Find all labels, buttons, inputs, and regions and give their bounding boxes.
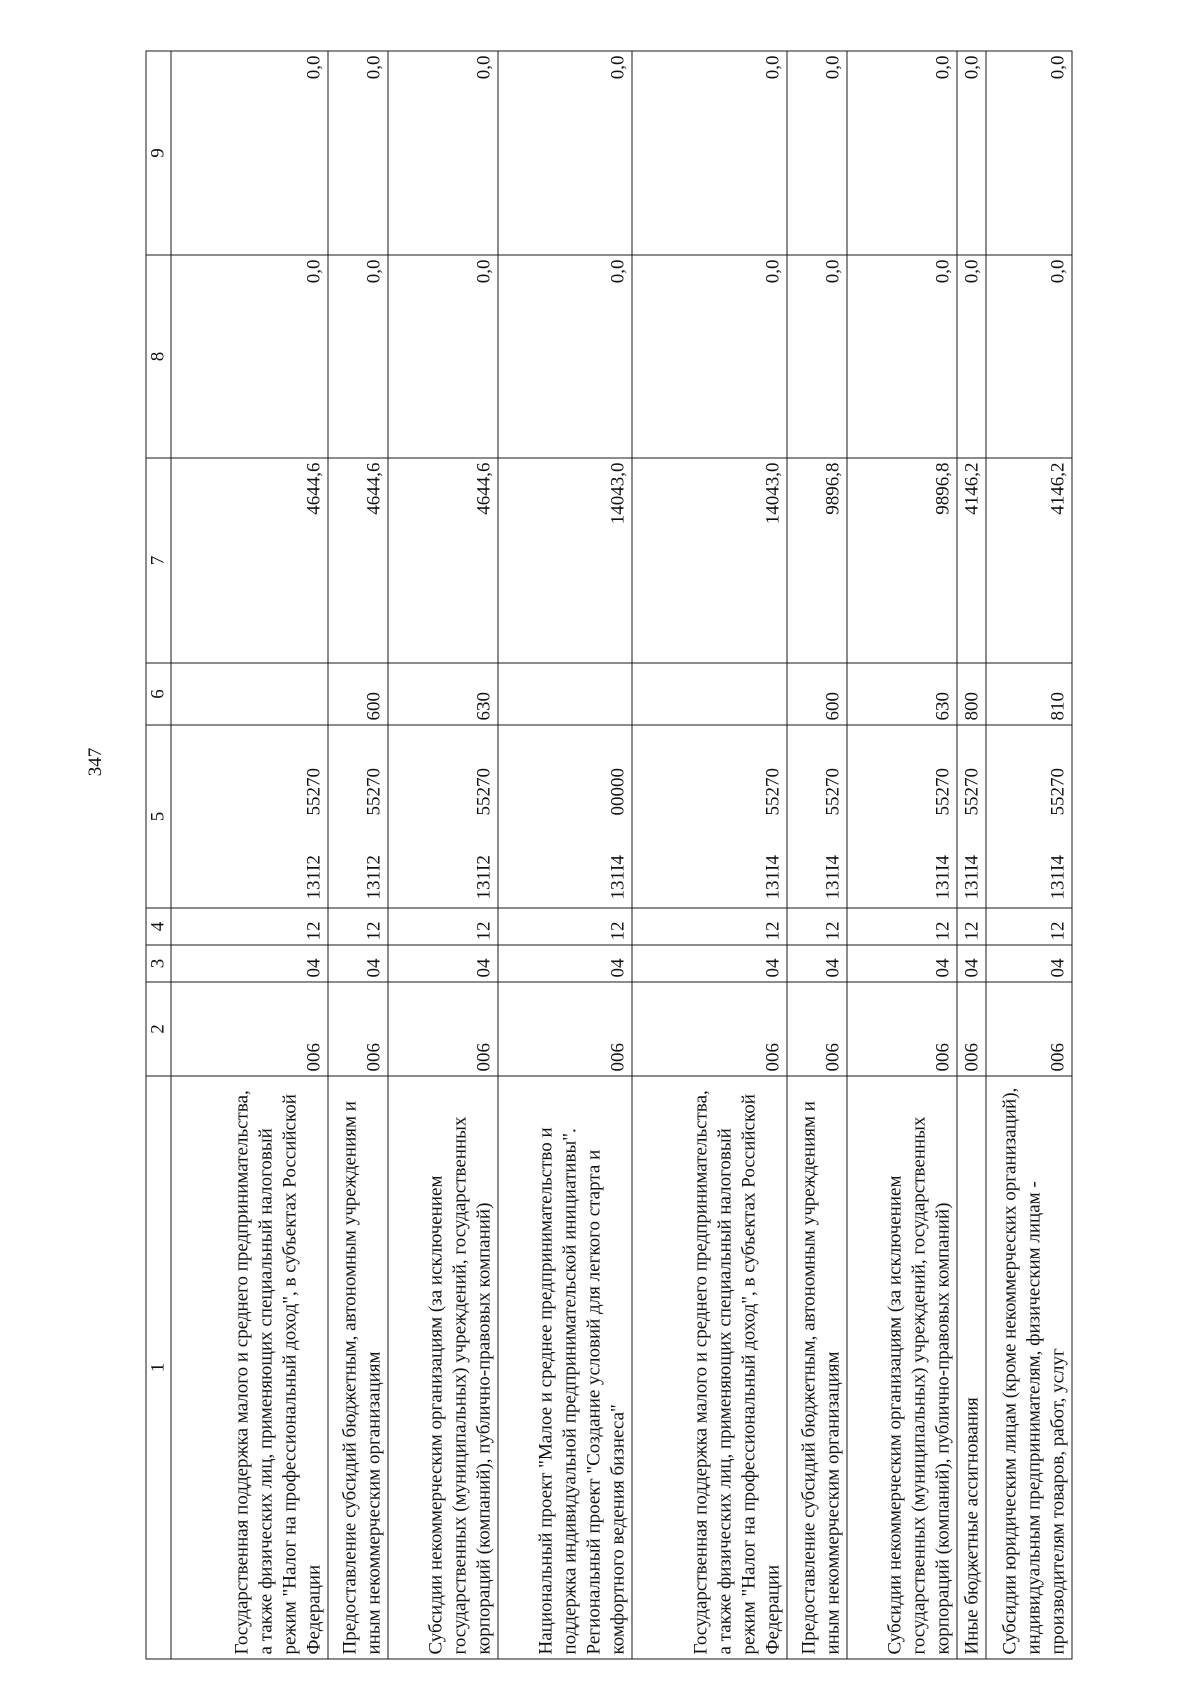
- target-article-direction: 55270: [303, 768, 325, 816]
- cell-amount-year-3: 0,0: [171, 51, 328, 255]
- target-article-direction: 55270: [822, 768, 844, 816]
- cell-amount-year-1: 4644,6: [388, 458, 498, 663]
- cell-target-article: [957, 725, 986, 908]
- header-col-3: 3: [146, 945, 171, 982]
- cell-target-article: [328, 725, 388, 908]
- cell-subsection: 12: [388, 908, 498, 945]
- table-row: [986, 51, 1072, 1659]
- header-col-2: 2: [146, 982, 171, 1076]
- cell-subsection: 12: [632, 908, 787, 945]
- cell-subsection: 12: [787, 908, 847, 945]
- cell-section: 04: [171, 945, 328, 982]
- cell-target-article: [847, 725, 957, 908]
- cell-target-article: [986, 725, 1072, 908]
- cell-subsection: 12: [498, 908, 632, 945]
- row-name: Национальный проект "Малое и среднее предпринимательство и поддержка индивидуальной предпринимательской инициативы". Региональный проект "Создание условий для легкого старта и комфортного ведения бизнеса": [498, 1076, 632, 1659]
- cell-amount-year-2: 0,0: [498, 255, 632, 458]
- target-article-program: 131I2: [363, 855, 385, 900]
- cell-expense-type: 630: [847, 663, 957, 725]
- cell-admin-code: 006: [171, 982, 328, 1076]
- cell-amount-year-2: 0,0: [957, 255, 986, 458]
- cell-expense-type: 600: [787, 663, 847, 725]
- cell-amount-year-2: 0,0: [986, 255, 1072, 458]
- table-row: [498, 51, 632, 1659]
- cell-admin-code: 006: [957, 982, 986, 1076]
- cell-amount-year-1: 4644,6: [328, 458, 388, 663]
- cell-admin-code: 006: [328, 982, 388, 1076]
- table-row: [787, 51, 847, 1659]
- header-col-5: 5: [146, 725, 171, 908]
- header-col-8: 8: [146, 255, 171, 458]
- cell-amount-year-1: 14043,0: [632, 458, 787, 663]
- cell-amount-year-2: 0,0: [388, 255, 498, 458]
- target-article-program: 131I2: [473, 855, 495, 900]
- target-article-direction: 55270: [961, 768, 983, 816]
- header-col-6: 6: [146, 663, 171, 725]
- target-article-direction: 55270: [363, 768, 385, 816]
- cell-subsection: 12: [957, 908, 986, 945]
- row-name: Иные бюджетные ассигнования: [957, 1076, 986, 1659]
- cell-amount-year-1: 4644,6: [171, 458, 328, 663]
- target-article-program: 131I4: [961, 855, 983, 900]
- row-name: Предоставление субсидий бюджетным, автономным учреждениям и иным некоммерческим организациям: [787, 1076, 847, 1659]
- table-row: [171, 51, 328, 1659]
- header-col-4: 4: [146, 908, 171, 945]
- cell-section: 04: [847, 945, 957, 982]
- cell-expense-type: [171, 663, 328, 725]
- cell-subsection: 12: [847, 908, 957, 945]
- cell-amount-year-3: 0,0: [957, 51, 986, 255]
- cell-section: 04: [986, 945, 1072, 982]
- row-name: Предоставление субсидий бюджетным, автономным учреждениям и иным некоммерческим организациям: [328, 1076, 388, 1659]
- row-name: Субсидии некоммерческим организациям (за исключением государственных (муниципальных) учреждений, государственных корпораций (компаний), публично-правовых компаний): [847, 1076, 957, 1659]
- target-article-direction: 55270: [932, 768, 954, 816]
- cell-admin-code: 006: [847, 982, 957, 1076]
- table-row: [388, 51, 498, 1659]
- cell-section: 04: [388, 945, 498, 982]
- header-col-9: 9: [146, 51, 171, 255]
- table-row: [847, 51, 957, 1659]
- cell-target-article: [171, 725, 328, 908]
- cell-amount-year-3: 0,0: [847, 51, 957, 255]
- header-col-7: 7: [146, 458, 171, 663]
- cell-amount-year-3: 0,0: [632, 51, 787, 255]
- cell-expense-type: 800: [957, 663, 986, 725]
- cell-expense-type: [632, 663, 787, 725]
- target-article-program: 131I4: [762, 855, 784, 900]
- cell-amount-year-1: 9896,8: [847, 458, 957, 663]
- row-name: Субсидии юридическим лицам (кроме некоммерческих организаций), индивидуальным предпринимателям, физическим лицам - производителям товаров, работ, услуг: [986, 1076, 1072, 1659]
- cell-target-article: [632, 725, 787, 908]
- header-row: [146, 51, 171, 1659]
- cell-amount-year-2: 0,0: [632, 255, 787, 458]
- table-row: [957, 51, 986, 1659]
- target-article-program: 131I2: [303, 855, 325, 900]
- cell-expense-type: [498, 663, 632, 725]
- target-article-direction: 55270: [1047, 768, 1069, 816]
- cell-expense-type: 630: [388, 663, 498, 725]
- cell-amount-year-2: 0,0: [847, 255, 957, 458]
- cell-amount-year-3: 0,0: [498, 51, 632, 255]
- cell-target-article: [787, 725, 847, 908]
- target-article-program: 131I4: [932, 855, 954, 900]
- cell-expense-type: 600: [328, 663, 388, 725]
- cell-section: 04: [632, 945, 787, 982]
- cell-amount-year-2: 0,0: [787, 255, 847, 458]
- target-article-program: 131I4: [822, 855, 844, 900]
- cell-subsection: 12: [328, 908, 388, 945]
- table-body: [171, 51, 1072, 1659]
- cell-expense-type: 810: [986, 663, 1072, 725]
- cell-target-article: [498, 725, 632, 908]
- row-name: Государственная поддержка малого и среднего предпринимательства, а также физических лиц, применяющих специальный налоговый режим "Налог на профессиональный доход", в субъектах Российской Федерации: [632, 1076, 787, 1659]
- cell-amount-year-2: 0,0: [328, 255, 388, 458]
- cell-amount-year-3: 0,0: [388, 51, 498, 255]
- cell-admin-code: 006: [498, 982, 632, 1076]
- table-row: [632, 51, 787, 1659]
- row-name: Государственная поддержка малого и среднего предпринимательства, а также физических лиц, применяющих специальный налоговый режим "Налог на профессиональный доход", в субъектах Российской Федерации: [171, 1076, 328, 1659]
- cell-amount-year-3: 0,0: [787, 51, 847, 255]
- cell-subsection: 12: [986, 908, 1072, 945]
- cell-section: 04: [498, 945, 632, 982]
- cell-amount-year-1: 4146,2: [957, 458, 986, 663]
- cell-subsection: 12: [171, 908, 328, 945]
- target-article-program: 131I4: [1047, 855, 1069, 900]
- cell-amount-year-1: 4146,2: [986, 458, 1072, 663]
- table-row: [328, 51, 388, 1659]
- cell-amount-year-3: 0,0: [986, 51, 1072, 255]
- cell-section: 04: [328, 945, 388, 982]
- cell-admin-code: 006: [388, 982, 498, 1076]
- target-article-direction: 00000: [607, 768, 629, 816]
- cell-amount-year-1: 14043,0: [498, 458, 632, 663]
- target-article-direction: 55270: [762, 768, 784, 816]
- rotated-sheet: [146, 52, 1069, 1660]
- cell-amount-year-3: 0,0: [328, 51, 388, 255]
- row-name: Субсидии некоммерческим организациям (за исключением государственных (муниципальных) учреждений, государственных корпораций (компаний), публично-правовых компаний): [388, 1076, 498, 1659]
- cell-section: 04: [957, 945, 986, 982]
- cell-target-article: [388, 725, 498, 908]
- target-article-direction: 55270: [473, 768, 495, 816]
- cell-admin-code: 006: [787, 982, 847, 1076]
- cell-section: 04: [787, 945, 847, 982]
- target-article-program: 131I4: [607, 855, 629, 900]
- cell-admin-code: 006: [986, 982, 1072, 1076]
- cell-amount-year-1: 9896,8: [787, 458, 847, 663]
- header-col-1: 1: [146, 1076, 171, 1659]
- budget-table: [146, 51, 1073, 1660]
- cell-amount-year-2: 0,0: [171, 255, 328, 458]
- page-number: 347: [85, 747, 106, 777]
- cell-admin-code: 006: [632, 982, 787, 1076]
